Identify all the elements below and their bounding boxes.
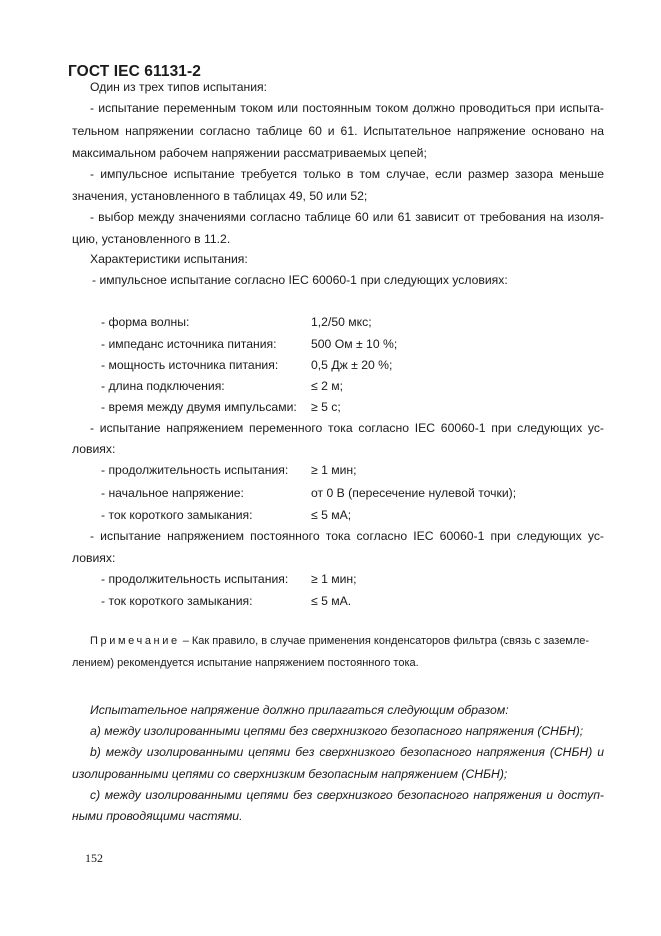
param-label: - начальное напряжение: <box>101 486 244 500</box>
italic-intro: Испытательное напряжение должно прилагаться следующим образом: <box>90 703 509 717</box>
param-value: 0,5 Дж ± 20 %; <box>311 358 393 372</box>
param-label: - продолжительность испытания: <box>101 572 289 586</box>
list-item-1-line-3: максимальном рабочем напряжении рассматриваемых цепей; <box>72 146 427 160</box>
list-item-1-line-2: тельном напряжении согласно таблице 60 и 61. Испытательное напряжение основано на <box>72 124 604 138</box>
note-prefix: Примечание <box>90 635 180 647</box>
param-value: ≤ 5 мА. <box>311 594 352 608</box>
param-label: - продолжительность испытания: <box>101 463 289 477</box>
list-item-3-line-2: цию, установленного в 11.2. <box>72 232 231 246</box>
param-label: - ток короткого замыкания: <box>101 508 253 522</box>
dc-test-line-2: ловиях: <box>72 551 116 565</box>
param-label: - импеданс источника питания: <box>101 337 277 351</box>
dc-test-line-1: - испытание напряжением постоянного тока согласно IEC 60060-1 при следующих ус- <box>90 529 604 543</box>
param-label: - ток короткого замыкания: <box>101 594 253 608</box>
standard-title: ГОСТ IEC 61131-2 <box>68 63 201 80</box>
ac-test-line-2: ловиях: <box>72 442 116 456</box>
list-item-2-line-1: - импульсное испытание требуется только в том случае, если размер зазора меньше <box>90 167 604 181</box>
note-line-1 <box>90 634 604 649</box>
characteristics-heading: Характеристики испытания: <box>90 252 248 266</box>
param-value: ≤ 2 м; <box>311 379 344 393</box>
param-value: ≤ 5 мА; <box>311 508 352 522</box>
italic-item-c-line-2: ными проводящими частями. <box>72 809 243 823</box>
intro-text: Один из трех типов испытания: <box>90 80 268 94</box>
italic-item-b-line-2: изолированными цепями со сверхнизким безопасным напряжением (СНБН); <box>72 767 508 781</box>
list-item-1-line-1: - испытание переменным током или постоянным током должно проводиться при испыта- <box>90 101 604 115</box>
param-value: ≥ 5 с; <box>311 400 341 414</box>
param-label: - время между двумя импульсами: <box>101 400 297 414</box>
list-item-2-line-2: значения, установленного в таблицах 49, 50 или 52; <box>72 189 368 203</box>
note-line-2: лением) рекомендуется испытание напряжением постоянного тока. <box>72 657 419 669</box>
param-value: ≥ 1 мин; <box>311 572 357 586</box>
page-number: 152 <box>85 851 103 865</box>
param-label: - мощность источника питания: <box>101 358 279 372</box>
param-label: - форма волны: <box>101 315 190 329</box>
param-value: ≥ 1 мин; <box>311 463 357 477</box>
italic-item-c-line-1: с) между изолированными цепями без сверхнизкого безопасного напряжения и доступ- <box>90 788 604 802</box>
italic-item-b-line-1: b) между изолированными цепями без сверхнизкого безопасного напряжения (СНБН) и <box>90 745 604 759</box>
param-value: от 0 В (пересечение нулевой точки); <box>311 486 517 500</box>
list-item-3-line-1: - выбор между значениями согласно таблице 60 или 61 зависит от требования на изоля- <box>90 210 604 224</box>
param-value: 1,2/50 мкс; <box>311 315 372 329</box>
ac-test-line-1: - испытание напряжением переменного тока согласно IEC 60060-1 при следующих ус- <box>90 421 604 435</box>
italic-item-a: а) между изолированными цепями без сверхнизкого безопасного напряжения (СНБН); <box>90 724 584 738</box>
note-text: – Как правило, в случае применения конденсаторов фильтра (связь с заземле- <box>179 635 590 647</box>
param-value: 500 Ом ± 10 %; <box>311 337 398 351</box>
impulse-test-intro: - импульсное испытание согласно IEC 60060-1 при следующих условиях: <box>92 273 508 287</box>
param-label: - длина подключения: <box>101 379 225 393</box>
